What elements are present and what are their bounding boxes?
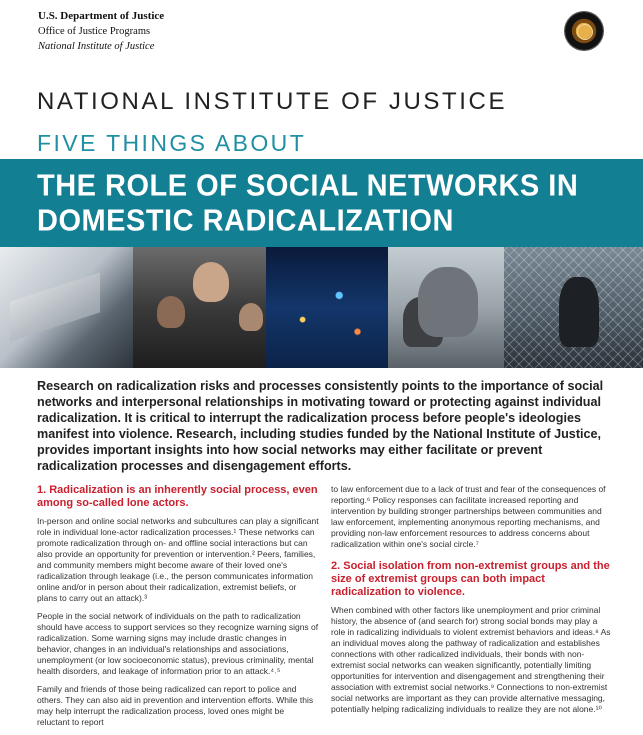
institute-title: NATIONAL INSTITUTE OF JUSTICE — [37, 88, 508, 115]
section-2-heading: 2. Social isolation from non-extremist groups and the size of extremist groups can both impact radicalization to violence. — [331, 560, 610, 598]
hooded-teens-photo — [388, 247, 504, 368]
series-title: FIVE THINGS ABOUT — [37, 130, 307, 156]
photo-strip — [0, 247, 643, 368]
network-city-photo — [266, 247, 388, 368]
section-1-paragraph-2: People in the social network of individuals on the path to radicalization should have access to support services so they recognize warning signs of radicalization. Some warning signs may include drastic changes in behavior, changes in an individual's relationships and associations, unemployment (or low socioeconomic status), previous criminality, mental health disorders, and leakage of information prior to an attack.⁴˒⁵ — [37, 611, 319, 676]
fence-figure-photo — [504, 247, 643, 368]
left-column — [37, 484, 319, 735]
agency-header — [38, 9, 164, 54]
section-1-heading: 1. Radicalization is an inherently social process, even among so-called lone actors. — [37, 484, 318, 509]
section-1-paragraph-3: Family and friends of those being radicalized can report to police and others. They can also aid in prevention and intervention efforts. While this may help interrupt the radicalization process, loved ones might be reluctant to report — [37, 684, 314, 727]
page-title-line-1: THE ROLE OF SOCIAL NETWORKS IN — [37, 169, 579, 203]
laptop-photo — [0, 247, 133, 368]
institute-name: National Institute of Justice — [38, 41, 155, 52]
page-title-line-2: DOMESTIC RADICALIZATION — [37, 204, 454, 238]
section-1-paragraph-1: In-person and online social networks and subcultures can play a significant role in individual lone-actor radicalization processes.¹ These networks can promote radicalization through on- and offline social interactions but can also provide an opportunity for prevention or intervention.² Peers, families, and community members might become aware of their loved one's radicalization through leakage (i.e., the person communicates information online and/or in person about their radicalization, extremist beliefs, or plans to carry out an attack).³ — [37, 516, 319, 603]
section-1-continuation: to law enforcement due to a lack of trust and fear of the consequences of reporting.⁶ Policy responses can facilitate increased reporting and intervention by building stronger partnerships between communities and law enforcement, implementing anonymous reporting mechanisms, and providing non-law enforcement resources to address concerns about radicalization within one's social circle.⁷ — [331, 484, 606, 549]
doj-seal-icon — [565, 12, 603, 50]
teens-group-photo — [133, 247, 266, 368]
office-name: Office of Justice Programs — [38, 26, 151, 37]
right-column — [331, 484, 613, 722]
section-2-paragraph: When combined with other factors like unemployment and prior criminal history, the absence of (and search for) strong social bonds may play a role in radicalizing individuals to violent extremist behaviors and ideas.⁸ As an individual moves along the pathway of radicalization and establishes connections with other radicalized individuals, their bonds with non-extremist social networks can weaken significantly, potentially limiting opportunities for intervention and disengagement and strengthening their association with extremist social networks.⁹ Connections to non-extremist social networks are important as they can provide alternative messaging, potentially helping radicalizing individuals to realize they are not alone.¹⁰ — [331, 605, 611, 714]
intro-paragraph: Research on radicalization risks and processes consistently points to the importance of social networks and interpersonal relationships in motivating toward or protecting against individual radicalization. It is critical to interrupt the radicalization process before people's ideologies manifest into violence. Research, including studies funded by the National Institute of Justice, provides important insights into how social networks may either facilitate or prevent radicalization processes and disengagement efforts. — [37, 379, 604, 473]
department-name: U.S. Department of Justice — [38, 10, 165, 22]
